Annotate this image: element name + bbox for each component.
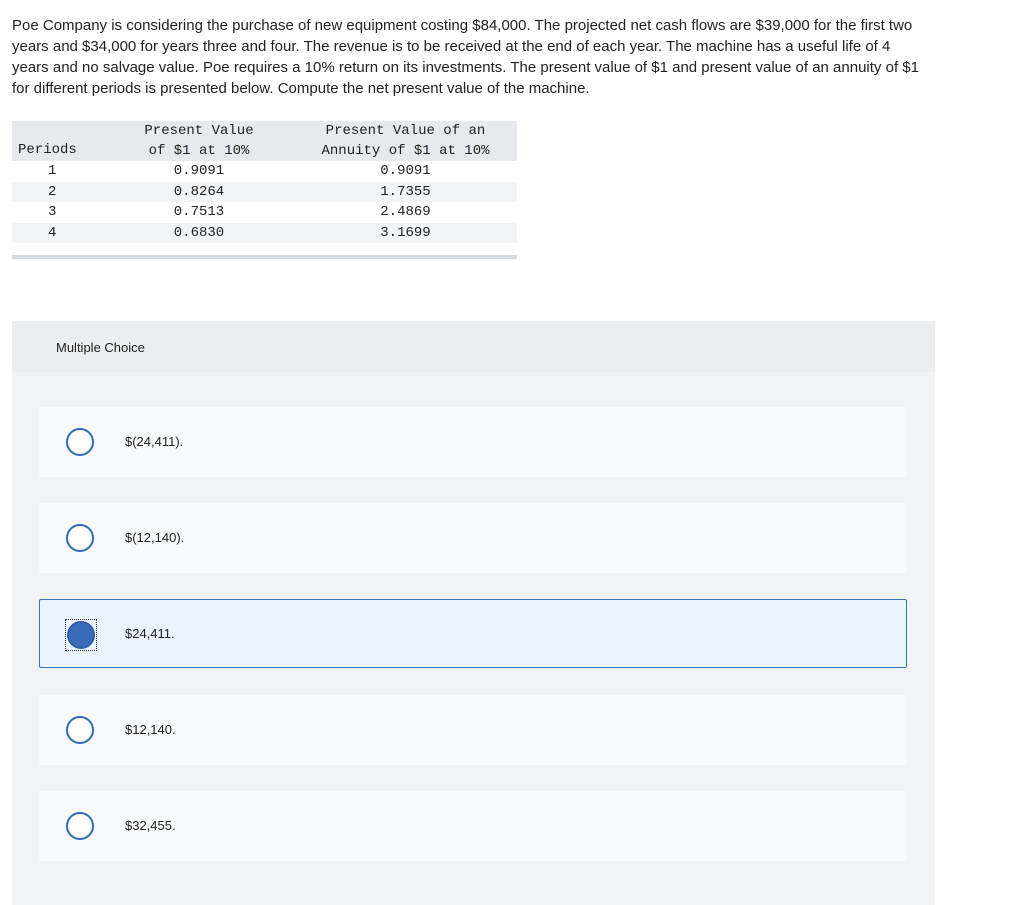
pva-header-line2: Annuity of $1 at 10% — [294, 141, 517, 161]
choice-label: $32,455. — [125, 818, 176, 833]
pv-cell: 0.9091 — [173, 163, 225, 179]
choice-label: $12,140. — [125, 722, 176, 737]
pv-cell: 0.6830 — [104, 223, 294, 244]
choice-option-selected[interactable] — [39, 599, 907, 668]
pva-cell: 3.1699 — [294, 223, 517, 244]
period-cell: 1 — [48, 163, 57, 179]
pva-cell: 2.4869 — [380, 204, 431, 220]
pv-cell: 0.8264 — [104, 182, 294, 203]
table-bottom-rule — [12, 255, 517, 259]
table-row — [12, 223, 517, 244]
choice-label: $(24,411). — [125, 434, 184, 449]
pva-header-line1: Present Value of an — [294, 121, 517, 141]
pva-cell: 1.7355 — [294, 182, 517, 203]
periods-header: Periods — [12, 121, 104, 161]
focus-ring — [65, 619, 97, 651]
radio-button[interactable] — [66, 812, 94, 840]
radio-button-selected[interactable] — [67, 621, 95, 649]
choice-label: $24,411. — [125, 626, 175, 641]
multiple-choice-panel — [12, 321, 935, 905]
pva-cell: 0.9091 — [380, 163, 431, 179]
period-cell: 3 — [48, 204, 57, 220]
choice-option[interactable] — [39, 407, 907, 477]
table-row — [12, 161, 517, 182]
pv-header-line2: of $1 at 10% — [104, 141, 294, 161]
present-value-table — [12, 121, 517, 243]
period-cell: 4 — [12, 223, 104, 244]
period-cell: 2 — [12, 182, 104, 203]
pv-cell: 0.7513 — [173, 204, 225, 220]
choice-label: $(12,140). — [125, 530, 185, 545]
choice-option[interactable] — [39, 503, 907, 573]
table-row — [12, 202, 517, 223]
choice-option[interactable] — [39, 695, 907, 765]
radio-button[interactable] — [66, 428, 94, 456]
radio-button[interactable] — [66, 716, 94, 744]
choice-option[interactable] — [39, 791, 907, 861]
multiple-choice-heading: Multiple Choice — [56, 340, 145, 355]
radio-button[interactable] — [66, 524, 94, 552]
multiple-choice-header — [12, 321, 935, 372]
pv-header-line1: Present Value — [104, 121, 294, 141]
question-text: Poe Company is considering the purchase of new equipment costing $84,000. The projected net cash flows are $39,000 for the first two years and $34,000 for years three and four. The revenue is to be received at the end of each year. The machine has a useful life of 4 years and no salvage value. Poe requires a 10% return on its investments. The present value of $1 and present value of an annuity of $1 for different periods is presented below. Compute the net present value of the machine. — [12, 17, 919, 97]
table-row — [12, 182, 517, 203]
